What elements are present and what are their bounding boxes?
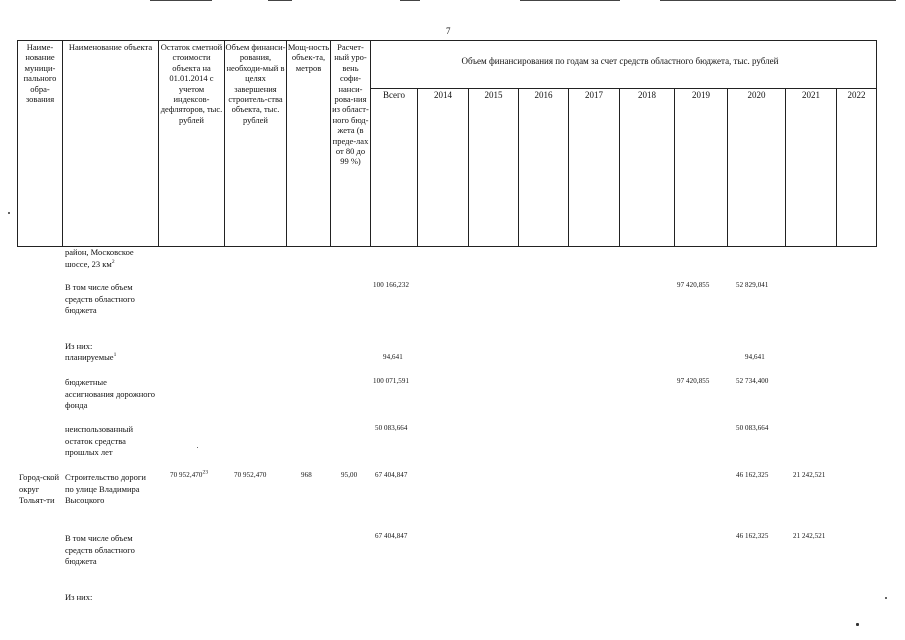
cell-total: 94,641 (383, 353, 403, 361)
row-label-including: В том числе объем средств областного бюджета (65, 533, 135, 567)
cell-2021: 21 242,521 (793, 471, 826, 479)
cell-2021: 21 242,521 (793, 532, 826, 540)
row-label-of-them: Из них: (65, 341, 93, 351)
page-number: 7 (446, 26, 451, 36)
header-year-2020: 2020 (747, 90, 766, 100)
header-balance: Остаток сметной стоимости объекта на 01.01.2014 с учетом индексов-дефляторов, тыс. рублей (160, 42, 223, 125)
header-total: Всего (382, 90, 406, 100)
scan-speck (856, 623, 859, 626)
cell-total: 50 083,664 (375, 424, 408, 432)
header-financing: Объем финанси-рования, необходи-мый в целях завершения строитель-ства объекта, тыс. рублей (225, 42, 286, 125)
header-year-2019: 2019 (692, 90, 710, 100)
cell-2020: 94,641 (745, 353, 765, 361)
cell-capacity: 968 (301, 471, 312, 479)
footnote-mark: 2 (111, 258, 115, 265)
header-year-2021: 2021 (802, 90, 820, 100)
cell-2019: 97 420,855 (677, 377, 710, 385)
scan-speck (8, 212, 10, 214)
planned-text: планируемые (65, 352, 114, 362)
cell-2020: 50 083,664 (736, 424, 769, 432)
header-year-2014: 2014 (434, 90, 452, 100)
row-label-including: В том числе объем средств областного бюджета (65, 282, 135, 316)
header-year-2017: 2017 (585, 90, 603, 100)
header-object: Наименование объекта (68, 42, 153, 52)
cell-balance (170, 471, 208, 479)
cell-2020: 52 829,041 (736, 281, 769, 289)
cell-2020: 52 734,400 (736, 377, 769, 385)
object-name-text: шоссе, 23 км (65, 258, 112, 269)
header-municipality: Наиме-нование муници-пального обра-зования (23, 42, 57, 105)
municipality-name: Город-ской округ Тольят-ти (19, 472, 60, 506)
row-label-of-them: Из них: (65, 592, 93, 602)
cell-total: 67 404,847 (375, 471, 408, 479)
row-label-planned (65, 352, 116, 364)
header-years-group: Объем финансирования по годам за счет средств областного бюджета, тыс. рублей (461, 56, 779, 66)
header-year-2015: 2015 (484, 90, 503, 100)
cell-total: 67 404,847 (375, 532, 408, 540)
cell-2020: 46 162,325 (736, 532, 769, 540)
footnote-mark: 23 (202, 469, 209, 476)
cell-total: 100 166,232 (373, 281, 410, 289)
header-year-2022: 2022 (847, 90, 866, 100)
balance-value: 70 952,470 (170, 471, 203, 479)
cell-cofinancing-level: 95,00 (341, 471, 358, 479)
header-cofinancing-level: Расчет-ный уро-вень софи-нанси-рова-ния из област-ного бюд-жета (в преде-лах от 80 до 99 %) (332, 42, 369, 167)
row-label-unused-balance: неиспользованный остаток средства прошлых лет (65, 424, 134, 458)
footnote-mark: 1 (113, 352, 117, 359)
header-year-2018: 2018 (638, 90, 656, 100)
object-name-continued (65, 247, 160, 270)
cell-2019: 97 420,855 (677, 281, 710, 289)
header-capacity: Мощ-ность объек-та, метров (287, 42, 330, 73)
scan-speck (197, 447, 198, 448)
scan-speck (885, 597, 887, 599)
object-name-line (65, 259, 160, 271)
row-label-road-fund: бюджетные ассигнования дорожного фонда (65, 377, 156, 411)
cell-financing: 70 952,470 (234, 471, 267, 479)
cell-total: 100 071,591 (373, 377, 410, 385)
cell-2020: 46 162,325 (736, 471, 769, 479)
object-name: Строительство дороги по улице Владимира Высоцкого (65, 472, 146, 506)
header-year-2016: 2016 (534, 90, 553, 100)
object-name-line: район, Московское (65, 247, 134, 257)
